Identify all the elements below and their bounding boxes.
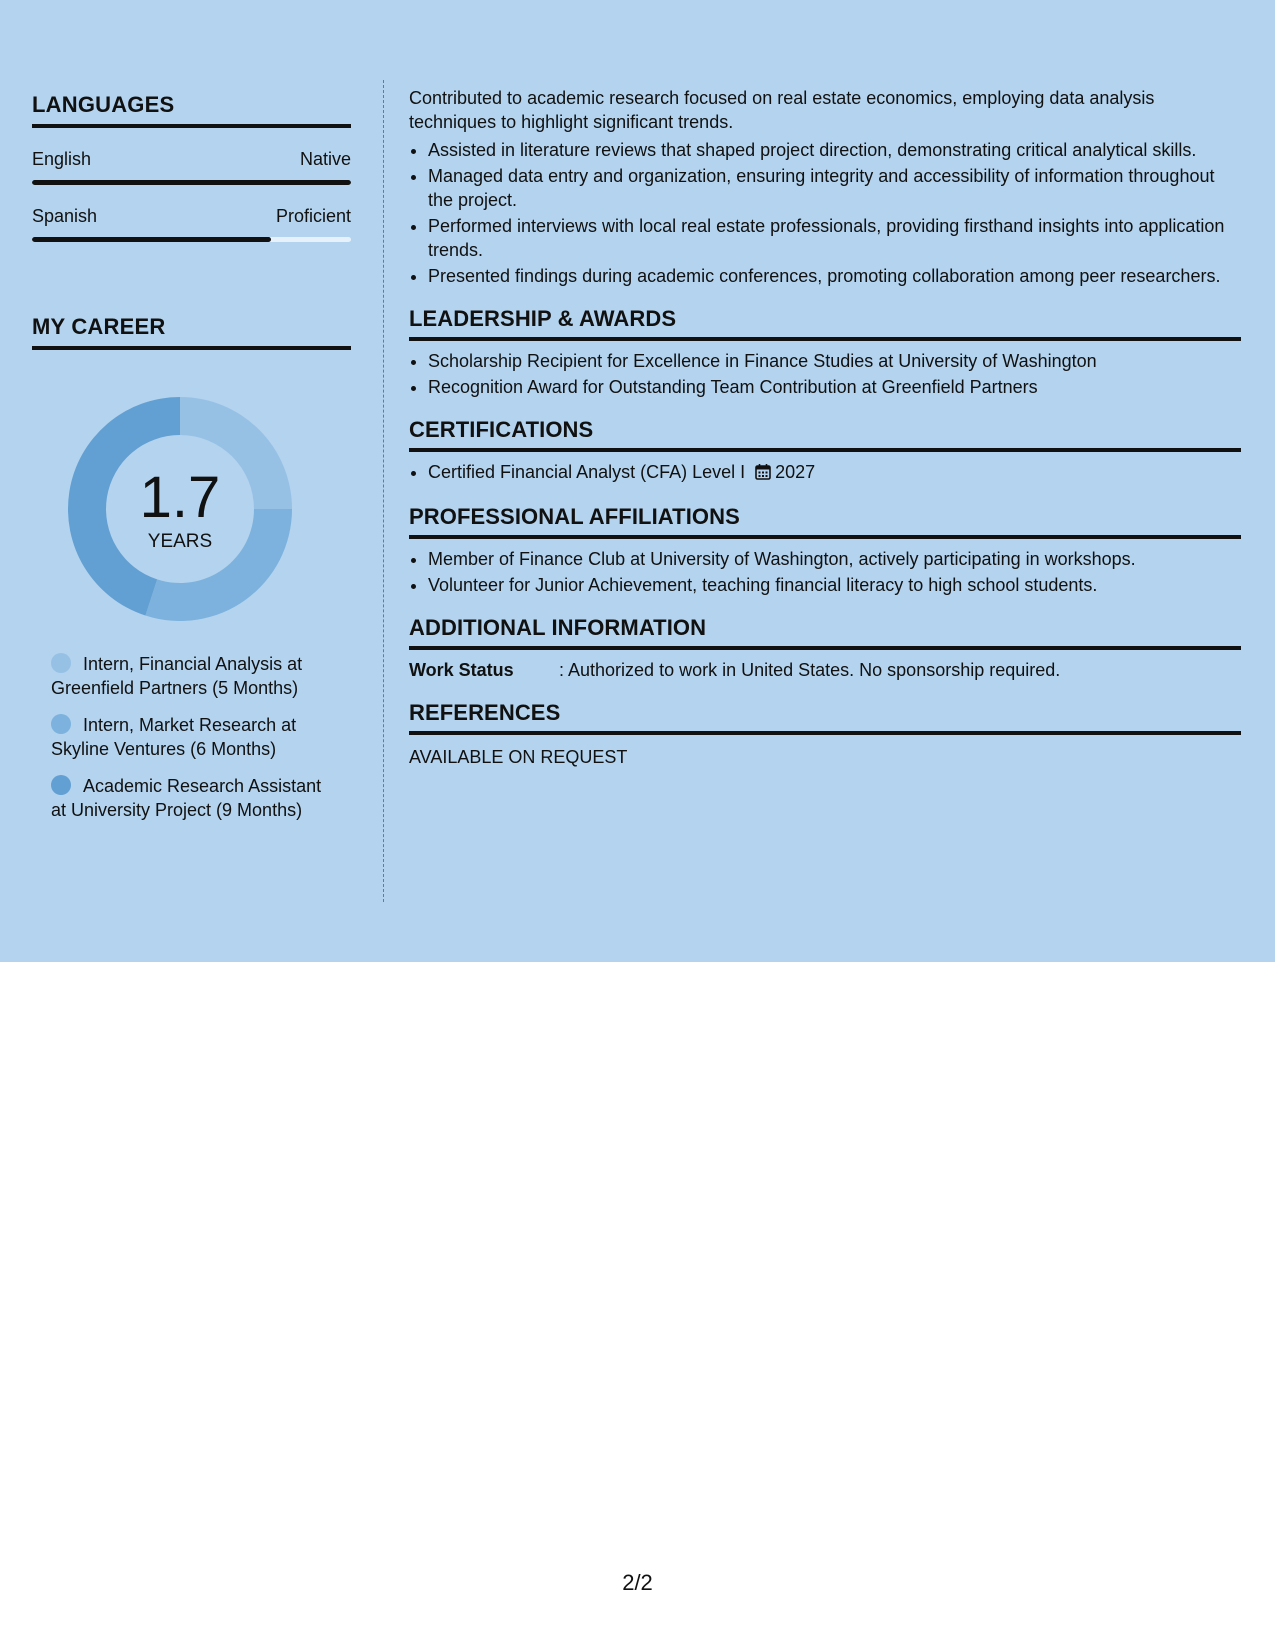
career-total-value: 1.7 <box>139 465 221 530</box>
list-item: • Assisted in literature reviews that shaped project direction, demonstrating critical analytical skills. <box>428 138 1241 162</box>
list-item <box>428 460 1241 486</box>
career-legend <box>51 652 341 822</box>
experience-section <box>409 86 1241 288</box>
language-proficiency-bar <box>32 237 351 242</box>
list-item: • Managed data entry and organization, ensuring integrity and accessibility of information throughout the project. <box>428 164 1241 212</box>
legend-item <box>51 713 341 761</box>
certification-year: 2027 <box>775 462 816 482</box>
calendar-icon <box>755 462 771 486</box>
work-status-value: : Authorized to work in United States. No sponsorship required. <box>559 660 1061 680</box>
donut-center-label <box>65 394 295 624</box>
languages-heading: LANGUAGES <box>32 92 351 128</box>
experience-bullets <box>409 138 1241 288</box>
legend-item <box>51 652 341 700</box>
career-donut-chart <box>65 394 295 624</box>
legend-item <box>51 774 341 822</box>
references-section <box>409 700 1241 769</box>
additional-info-section <box>409 615 1241 682</box>
page-number: 2/2 <box>622 1570 653 1595</box>
column-divider <box>383 80 384 902</box>
career-total-unit: YEARS <box>147 531 213 552</box>
leadership-heading: LEADERSHIP & AWARDS <box>409 306 1241 341</box>
certifications-section <box>409 417 1241 486</box>
list-item: • Recognition Award for Outstanding Team Contribution at Greenfield Partners <box>428 375 1241 399</box>
references-heading: REFERENCES <box>409 700 1241 735</box>
list-item: • Scholarship Recipient for Excellence in Finance Studies at University of Washington <box>428 349 1241 373</box>
certifications-list <box>409 460 1241 486</box>
references-text: AVAILABLE ON REQUEST <box>409 747 628 767</box>
legend-swatch <box>51 714 71 734</box>
language-proficiency-fill <box>32 237 271 242</box>
list-item: • Member of Finance Club at University of Washington, actively participating in workshops. <box>428 547 1241 571</box>
leadership-section <box>409 306 1241 399</box>
language-name: English <box>32 149 92 169</box>
sidebar <box>32 92 351 835</box>
language-item-english <box>32 148 351 185</box>
experience-intro: Contributed to academic research focused on real estate economics, employing data analysis techniques to highlight significant trends. <box>409 88 1155 132</box>
language-level: Proficient <box>275 206 351 226</box>
language-proficiency-fill <box>32 180 351 185</box>
language-name: Spanish <box>32 206 98 226</box>
affiliations-list <box>409 547 1241 597</box>
affiliations-heading: PROFESSIONAL AFFILIATIONS <box>409 504 1241 539</box>
language-level: Native <box>299 149 351 169</box>
affiliations-section <box>409 504 1241 597</box>
additional-info-heading: ADDITIONAL INFORMATION <box>409 615 1241 650</box>
language-item-spanish <box>32 205 351 242</box>
certifications-heading: CERTIFICATIONS <box>409 417 1241 452</box>
legend-label: Intern, Financial Analysis at Greenfield Partners (5 Months) <box>51 654 303 698</box>
legend-label: Intern, Market Research at Skyline Ventures (6 Months) <box>51 715 297 759</box>
list-item: • Performed interviews with local real estate professionals, providing firsthand insights into application trends. <box>428 214 1241 262</box>
work-status-row <box>409 658 1241 682</box>
legend-swatch <box>51 775 71 795</box>
list-item: • Volunteer for Junior Achievement, teaching financial literacy to high school students. <box>428 573 1241 597</box>
legend-label: Academic Research Assistant at University Project (9 Months) <box>51 776 322 820</box>
career-heading: MY CAREER <box>32 314 351 350</box>
list-item: • Presented findings during academic conferences, promoting collaboration among peer researchers. <box>428 264 1241 288</box>
main-content <box>409 86 1241 769</box>
leadership-list <box>409 349 1241 399</box>
certification-name: Certified Financial Analyst (CFA) Level I <box>428 462 746 482</box>
language-proficiency-bar <box>32 180 351 185</box>
work-status-label: Work Status <box>409 660 514 680</box>
legend-swatch <box>51 653 71 673</box>
